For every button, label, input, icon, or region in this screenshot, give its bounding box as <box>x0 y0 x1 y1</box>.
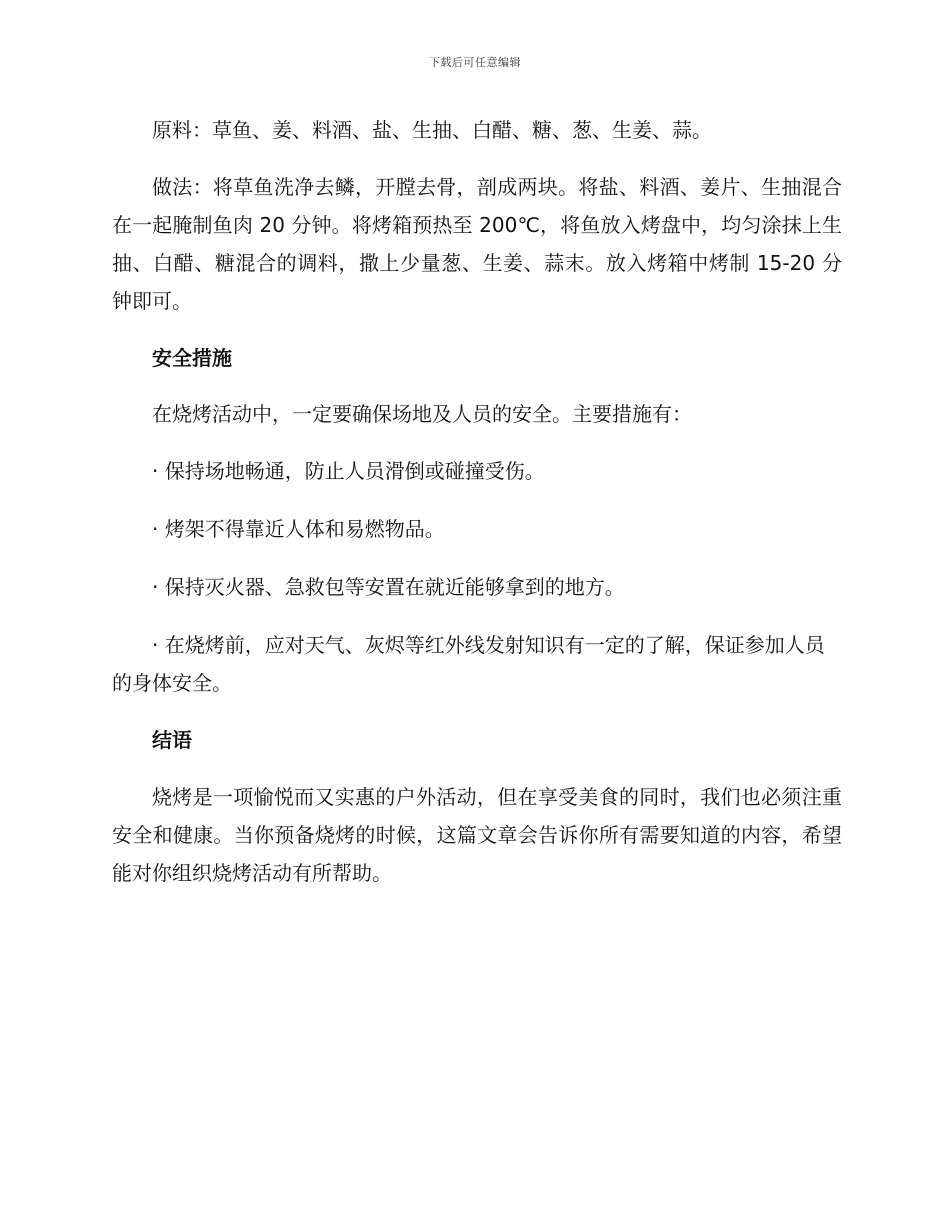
ingredients-paragraph: 原料：草鱼、姜、料酒、盐、生抽、白醋、糖、葱、生姜、蒜。 <box>152 118 712 142</box>
conclusion-heading: 结语 <box>152 728 192 752</box>
page-header-note: 下载后可任意编辑 <box>429 56 521 69</box>
safety-intro: 在烧烤活动中，一定要确保场地及人员的安全。主要措施有： <box>152 402 692 426</box>
safety-heading: 安全措施 <box>152 346 232 370</box>
safety-item: · 保持场地畅通，防止人员滑倒或碰撞受伤。 <box>152 459 545 483</box>
safety-item: · 烤架不得靠近人体和易燃物品。 <box>152 517 445 541</box>
conclusion-paragraph: 烧烤是一项愉悦而又实惠的户外活动，但在享受美食的同时，我们也必须注重安全和健康。当你预备烧烤的时候，这篇文章会告诉你所有需要知道的内容，希望能对你组织烧烤活动有所帮助。 <box>112 785 842 885</box>
safety-item: · 在烧烤前，应对天气、灰烬等红外线发射知识有一定的了解，保证参加人员的身体安全。 <box>112 633 825 695</box>
document-body <box>112 112 842 912</box>
safety-item: · 保持灭火器、急救包等安置在就近能够拿到的地方。 <box>152 575 625 599</box>
method-paragraph: 做法：将草鱼洗净去鳞，开膛去骨，剖成两块。将盐、料酒、姜片、生抽混合在一起腌制鱼肉 20 分钟。将烤箱预热至 200℃，将鱼放入烤盘中，均匀涂抹上生抽、白醋、糖混合的调料，撒上少量葱、生姜、蒜末。放入烤箱中烤制 15-20 分钟即可。 <box>112 175 842 313</box>
